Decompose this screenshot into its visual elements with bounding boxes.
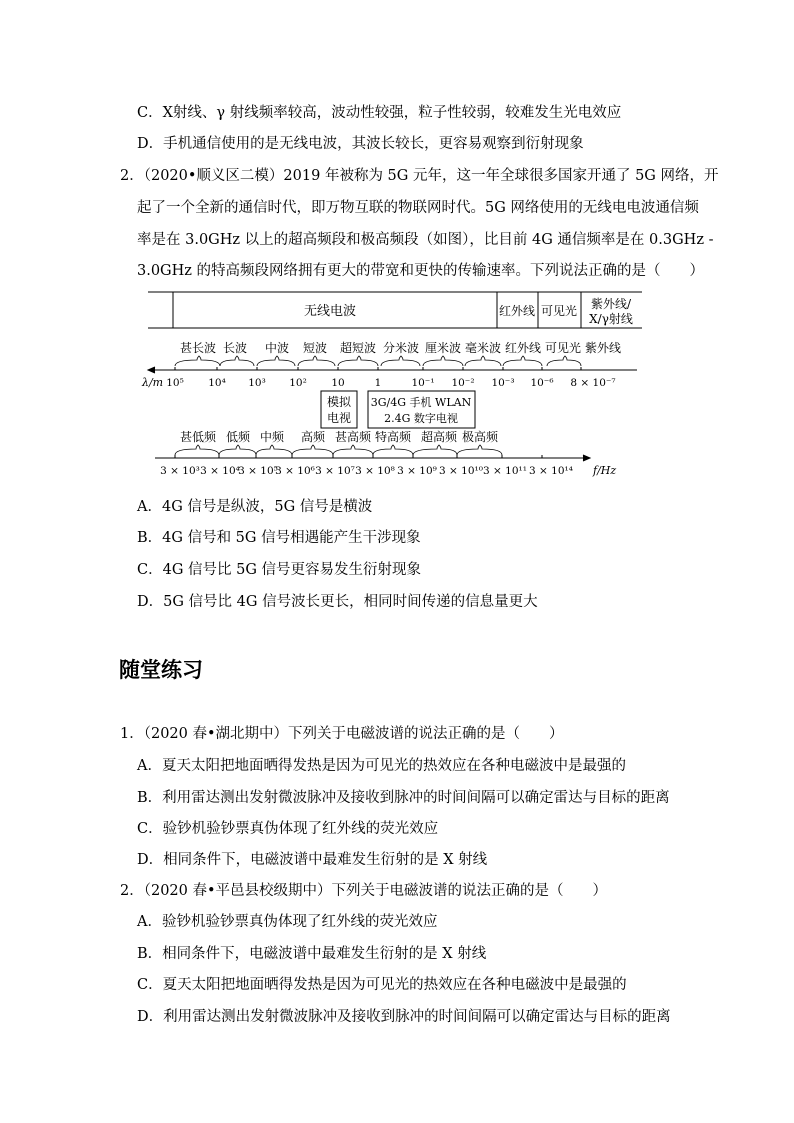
box-infrared: 红外线	[498, 304, 536, 318]
lambda-tick: 10⁻⁶	[530, 377, 554, 389]
q2-option-b: B．4G 信号和 5G 信号相遇能产生干涉现象	[137, 530, 421, 546]
freq-tick: 3 × 10¹⁰	[439, 465, 483, 477]
box-visible: 可见光	[540, 304, 578, 318]
freq-band-labels	[180, 429, 499, 444]
band-short-wave: 短波	[302, 341, 328, 355]
band-ultraviolet: 紫外线	[584, 341, 622, 355]
box-uv: 紫外线/	[590, 297, 632, 311]
freq-tick: 3 × 10¹⁴	[529, 465, 573, 477]
band-vhf: 甚高频	[334, 430, 372, 444]
spectrum-figure	[142, 288, 645, 483]
wave-band-labels	[180, 340, 621, 355]
freq-tick: 3 × 10¹¹	[483, 465, 527, 477]
p2-stem: 2．（2020 春•平邑县校级期中）下列关于电磁波谱的说法正确的是（ ）	[120, 883, 608, 899]
q2-option-c: C．4G 信号比 5G 信号更容易发生衍射现象	[137, 562, 422, 578]
lambda-tick: 10	[331, 377, 345, 389]
q2-stem-line-2: 起了一个全新的通信时代，即万物互联的物联网时代。5G 网络使用的无线电电波通信频	[137, 200, 699, 216]
box-xgamma: X/γ射线	[589, 312, 633, 326]
q1-option-c: C．X射线、γ 射线频率较高，波动性较强，粒子性较弱，较难发生光电效应	[137, 105, 622, 121]
lambda-tick: 10⁴	[208, 377, 226, 389]
section-title: 随堂练习	[119, 658, 203, 682]
analog-tv-line-2: 电视	[326, 411, 352, 425]
p1-option-a: A．夏天太阳把地面晒得发热是因为可见光的热效应在各种电磁波中是最强的	[137, 758, 626, 774]
p1-option-c: C．验钞机验钞票真伪体现了红外线的荧光效应	[137, 821, 439, 837]
q2-option-d: D．5G 信号比 4G 信号波长更长，相同时间传递的信息量更大	[137, 594, 538, 610]
band-infrared: 红外线	[504, 341, 542, 355]
freq-braces	[175, 445, 502, 455]
lambda-tick: 10⁻¹	[411, 377, 435, 389]
p1-option-b: B．利用雷达测出发射微波脉冲及接收到脉冲的时间间隔可以确定雷达与目标的距离	[137, 790, 670, 806]
p2-option-d: D．利用雷达测出发射微波脉冲及接收到脉冲的时间间隔可以确定雷达与目标的距离	[137, 1009, 671, 1025]
freq-axis-label: f/Hz	[593, 464, 617, 477]
p2-option-b: B．相同条件下，电磁波谱中最难发生衍射的是 X 射线	[137, 946, 487, 962]
q2-stem-line-4: 3.0GHz 的特高频段网络拥有更大的带宽和更快的传输速率。下列说法正确的是（ ）	[137, 263, 705, 279]
p1-option-d: D．相同条件下，电磁波谱中最难发生衍射的是 X 射线	[137, 852, 488, 868]
mobile-box-line-1: 3G/4G 手机 WLAN	[370, 396, 472, 409]
band-mf: 中频	[259, 430, 285, 444]
band-hf: 高频	[300, 430, 326, 444]
band-ehf: 极高频	[461, 430, 499, 444]
lambda-tick: 10⁻³	[491, 377, 515, 389]
wave-braces	[175, 356, 581, 366]
freq-tick: 3 × 10⁴	[200, 465, 240, 477]
freq-tick-labels	[160, 465, 573, 477]
band-millimeter-wave: 毫米波	[464, 341, 502, 355]
lambda-tick-labels	[166, 377, 615, 389]
mobile-box-line-2: 2.4G 数字电视	[384, 412, 458, 425]
wavelength-axis	[148, 367, 637, 373]
q2-stem-line-1: 2．（2020•顺义区二模）2019 年被称为 5G 元年，这一年全球很多国家开通了 5G 网络，开	[120, 168, 719, 184]
freq-tick: 3 × 10⁸	[355, 465, 395, 477]
band-vlf: 甚低频	[179, 430, 217, 444]
p1-stem: 1．（2020 春•湖北期中）下列关于电磁波谱的说法正确的是（ ）	[120, 726, 564, 742]
freq-tick: 3 × 10⁷	[315, 465, 355, 477]
q2-option-a: A．4G 信号是纵波，5G 信号是横波	[137, 499, 373, 515]
band-vlf-wave: 甚长波	[179, 341, 217, 355]
freq-tick: 3 × 10⁹	[397, 465, 437, 477]
lambda-tick: 1	[374, 377, 382, 389]
analog-tv-line-1: 模拟	[326, 395, 352, 409]
band-uhf: 特高频	[374, 430, 412, 444]
band-medium-wave: 中波	[264, 341, 290, 355]
q1-option-d: D．手机通信使用的是无线电波，其波长较长，更容易观察到衍射现象	[137, 136, 584, 152]
lambda-tick: 10²	[289, 377, 307, 389]
p2-option-c: C．夏天太阳把地面晒得发热是因为可见光的热效应在各种电磁波中是最强的	[137, 977, 627, 993]
band-lf: 低频	[225, 430, 251, 444]
band-visible: 可见光	[544, 341, 582, 355]
freq-tick: 3 × 10³	[160, 465, 200, 477]
lambda-tick: 10⁵	[166, 377, 184, 389]
lambda-axis-label: λ/m	[142, 376, 164, 389]
freq-tick: 3 × 10⁶	[275, 465, 315, 477]
band-decimeter-wave: 分米波	[382, 341, 420, 355]
q2-stem-line-3: 率是在 3.0GHz 以上的超高频段和极高频段（如图），比目前 4G 通信频率是在 0.3GHz -	[137, 232, 714, 248]
lambda-tick: 8 × 10⁻⁷	[570, 377, 616, 389]
band-shf: 超高频	[420, 430, 458, 444]
frequency-axis	[155, 455, 590, 461]
band-centimeter-wave: 厘米波	[424, 341, 462, 355]
freq-tick: 3 × 10⁵	[238, 465, 278, 477]
lambda-tick: 10⁻²	[451, 377, 475, 389]
band-long-wave: 长波	[222, 341, 248, 355]
box-radio-waves: 无线电波	[303, 304, 357, 319]
lambda-tick: 10³	[248, 377, 266, 389]
p2-option-a: A．验钞机验钞票真伪体现了红外线的荧光效应	[137, 914, 438, 930]
band-ultra-short-wave: 超短波	[339, 341, 377, 355]
